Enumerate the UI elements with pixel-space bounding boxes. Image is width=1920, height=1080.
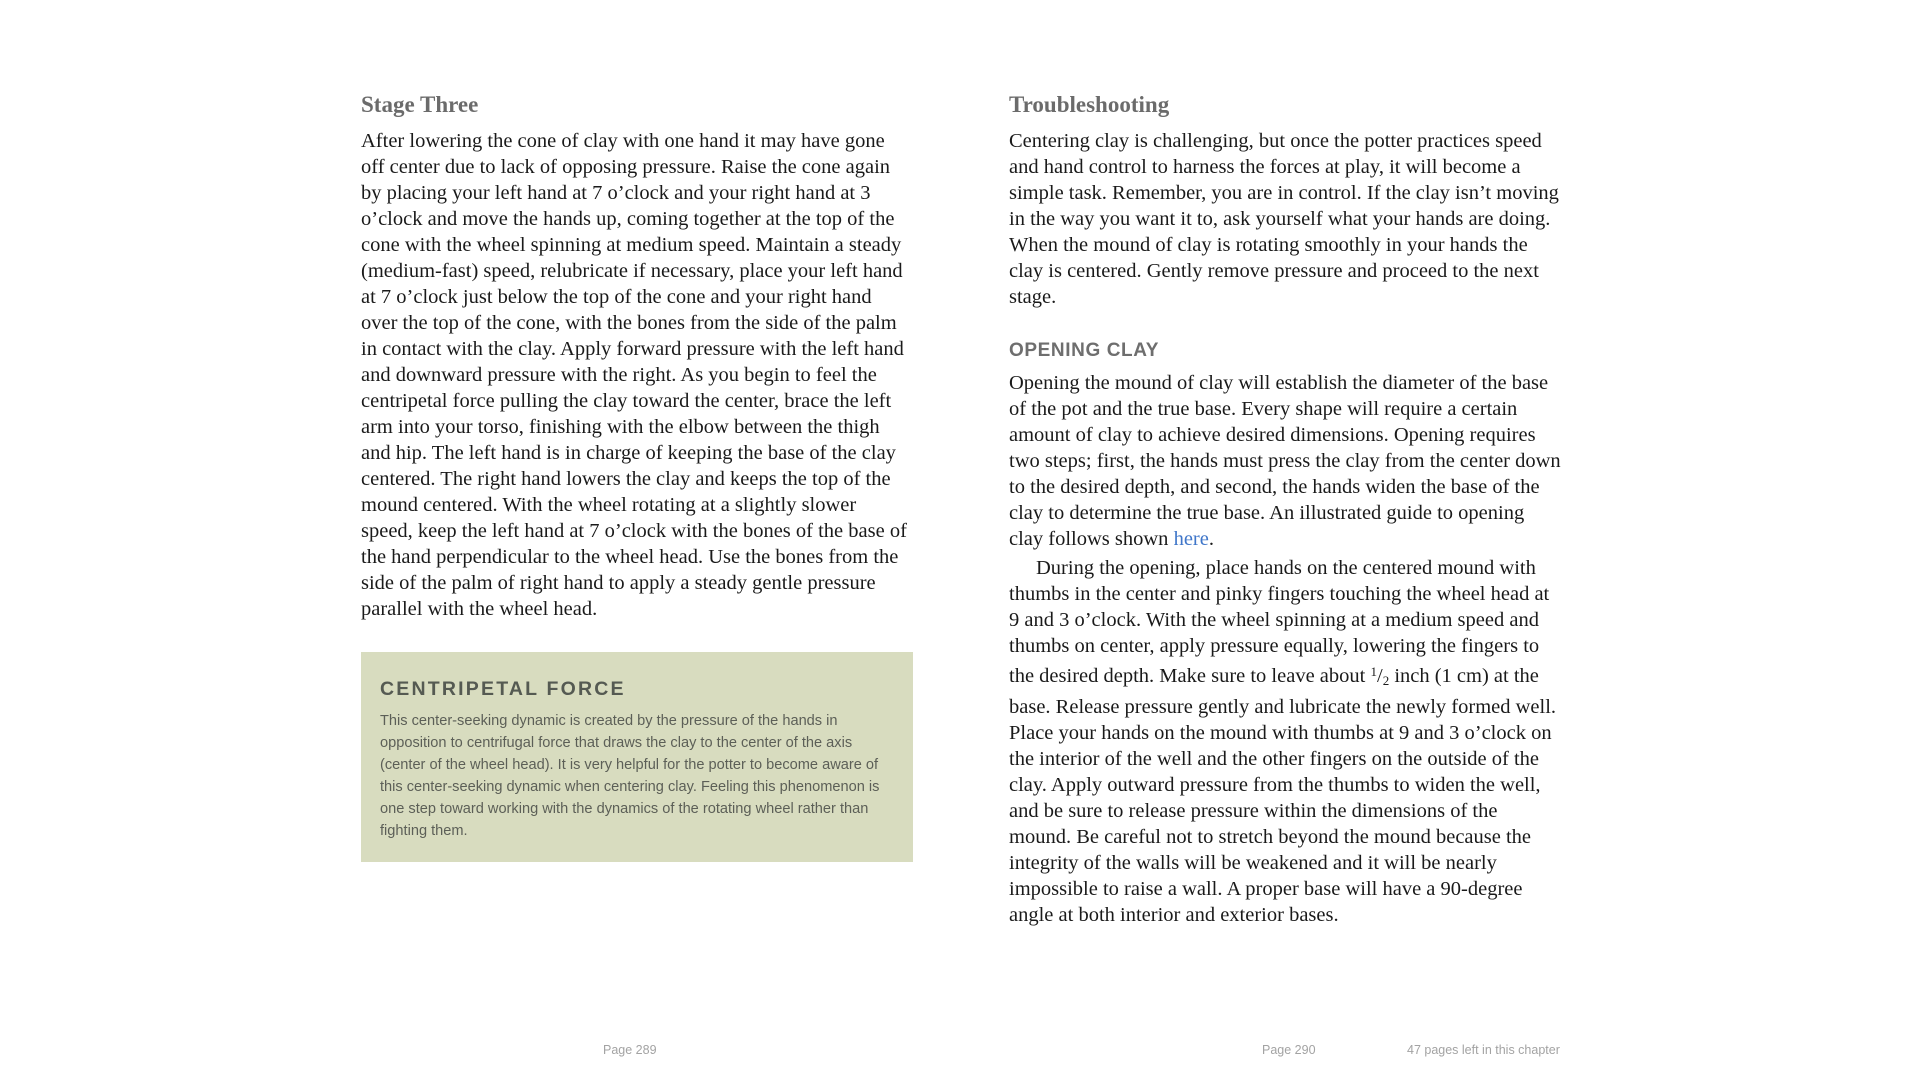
opening-steps-text-start: During the opening, place hands on the centered mound with thumbs in the center and pinky fingers touching the wheel head at 9 and 3 o’clock. With the wheel spinning at a medium speed and thumbs on center, apply pressure equally, lowering the fingers to the desired depth. Make sure to leave about	[1009, 557, 1550, 687]
fraction-denominator: 2	[1382, 673, 1390, 688]
sidebar-body: This center-seeking dynamic is created by the pressure of the hands in opposition to centrifugal force that draws the clay to the center of the axis (center of the wheel head). It is very helpful for the potter to become aware of this center-seeking dynamic when centering clay. Feeling this phenomenon is one step toward working with the dynamics of the rotating wheel rather than fighting them.	[380, 713, 880, 839]
opening-steps-paragraph	[1009, 555, 1561, 928]
opening-steps-text-rest: inch (1 cm) at the base. Release pressure gently and lubricate the newly formed well. Place your hands on the mound with thumbs at 9 and 3 o’clock on the interior of the well and the other fingers on the outside of the clay. Apply outward pressure from the thumbs to widen the well, and be sure to release pressure within the dimensions of the mound. Be careful not to stretch beyond the mound because the integrity of the walls will be weakened and it will be nearly impossible to raise a wall. A proper base will have a 90-degree angle at both interior and exterior bases.	[1009, 665, 1557, 926]
pages-left-indicator: 47 pages left in this chapter	[1407, 1043, 1560, 1057]
here-link[interactable]: here	[1173, 528, 1209, 550]
left-page	[361, 90, 913, 862]
opening-clay-period: .	[1208, 528, 1214, 550]
troubleshooting-heading: Troubleshooting	[1009, 92, 1170, 117]
sidebar-title: CENTRIPETAL FORCE	[380, 678, 626, 700]
opening-clay-heading: OPENING CLAY	[1009, 340, 1160, 361]
fraction-numerator: 1	[1370, 664, 1377, 679]
right-page	[1009, 90, 1561, 928]
opening-clay-paragraph	[1009, 370, 1561, 552]
left-page-number: Page 289	[603, 1043, 657, 1057]
opening-clay-text: Opening the mound of clay will establish the diameter of the base of the pot and the true base. Every shape will require a certain amount of clay to achieve desired dimensions. Opening requires two steps; first, the hands must press the clay from the center down to the desired depth, and second, the hands widen the base of the clay to determine the true base. An illustrated guide to opening clay follows shown	[1009, 372, 1561, 550]
stage-three-paragraph: After lowering the cone of clay with one hand it may have gone off center due to lack of opposing pressure. Raise the cone again by placing your left hand at 7 o’clock and your right hand at 3 o’clock and move the hands up, coming together at the top of the cone with the wheel spinning at medium speed. Maintain a steady (medium-fast) speed, relubricate if necessary, place your left hand at 7 o’clock just below the top of the cone and your right hand over the top of the cone, with the bones from the side of the palm in contact with the clay. Apply forward pressure with the left hand and downward pressure with the right. As you begin to feel the centripetal force pulling the clay toward the center, brace the left arm into your torso, finishing with the elbow between the thigh and hip. The left hand is in charge of keeping the base of the clay centered. The right hand lowers the clay and keeps the top of the mound centered. With the wheel rotating at a slightly slower speed, keep the left hand at 7 o’clock with the bones of the base of the hand perpendicular to the wheel head. Use the bones from the side of the palm of right hand to apply a steady gentle pressure parallel with the wheel head.	[361, 130, 907, 620]
troubleshooting-paragraph: Centering clay is challenging, but once the potter practices speed and hand control to harness the forces at play, it will become a simple task. Remember, you are in control. If the clay isn’t moving in the way you want it to, ask yourself what your hands are doing. When the mound of clay is rotating smoothly in your hands the clay is centered. Gently remove pressure and proceed to the next stage.	[1009, 130, 1559, 308]
centripetal-force-sidebar	[361, 652, 913, 862]
stage-three-heading: Stage Three	[361, 92, 479, 117]
fraction-separator: /	[1376, 665, 1383, 687]
right-page-number: Page 290	[1262, 1043, 1316, 1057]
